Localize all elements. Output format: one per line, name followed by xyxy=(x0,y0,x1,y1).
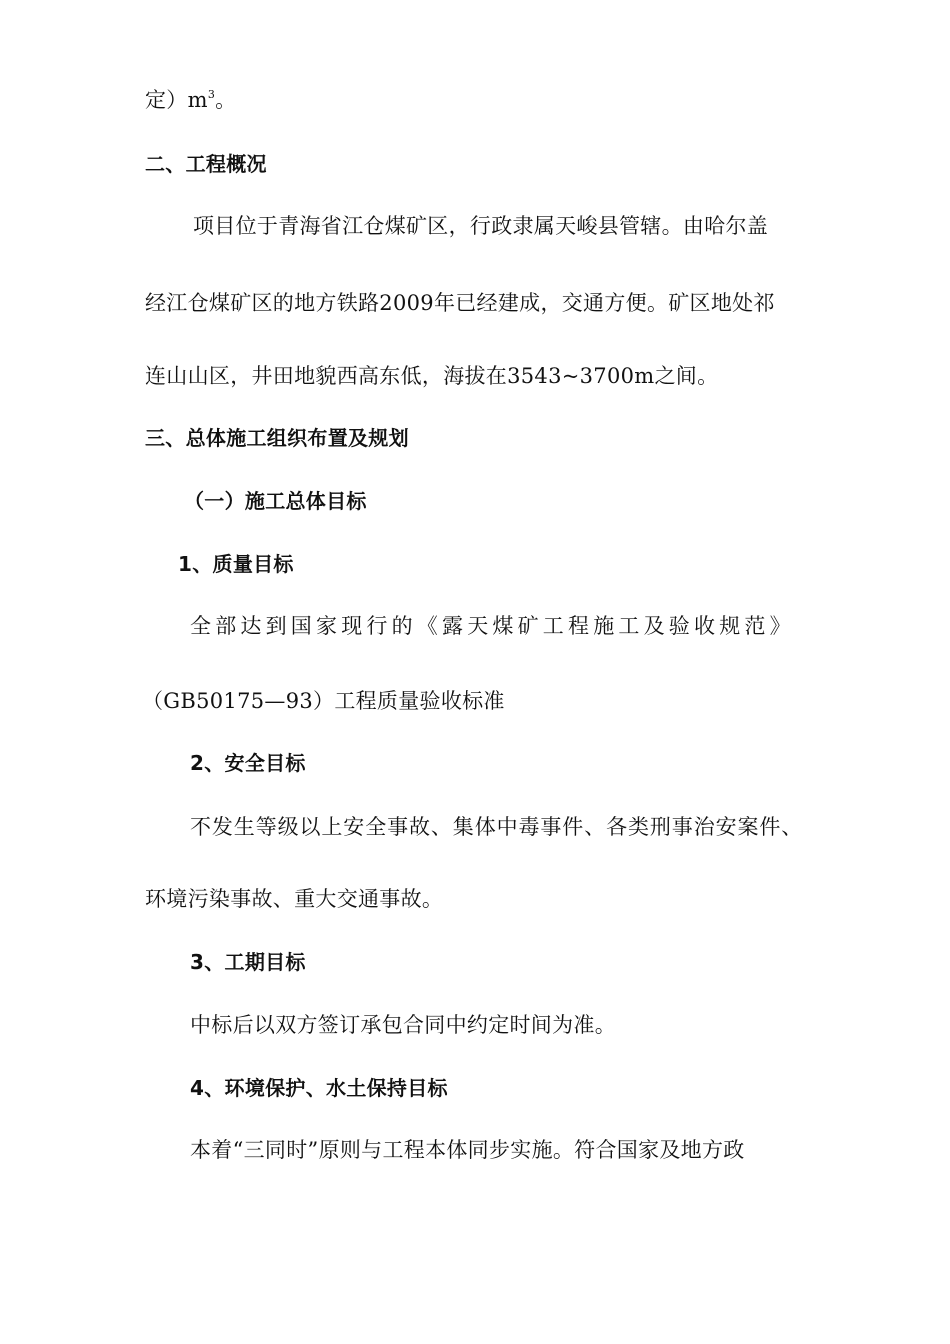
item2-line-2: 环境污染事故、重大交通事故。 xyxy=(145,887,444,911)
item1-line-1: 全部达到国家现行的《露天煤矿工程施工及验收规范》 xyxy=(190,614,795,638)
item1-line-2: （GB50175—93）工程质量验收标准 xyxy=(142,689,505,713)
item4-line-1: 本着“三同时”原则与工程本体同步实施。符合国家及地方政 xyxy=(190,1138,745,1162)
section3-heading: 三、总体施工组织布置及规划 xyxy=(145,426,409,450)
subsection1-heading: （一）施工总体目标 xyxy=(184,489,367,513)
unit-period: 。 xyxy=(215,88,237,112)
section2-paragraph-line-2: 经江仓煤矿区的地方铁路2009年已经建成，交通方便。矿区地处祁 xyxy=(145,291,775,315)
unit-line xyxy=(145,86,236,114)
section2-heading: 二、工程概况 xyxy=(145,152,267,176)
unit-superscript: 3 xyxy=(207,88,216,101)
item2-heading: 2、安全目标 xyxy=(190,751,306,775)
section2-paragraph-line-3: 连山山区，井田地貌西高东低，海拔在3543~3700m之间。 xyxy=(145,364,719,388)
item4-heading: 4、环境保护、水土保持目标 xyxy=(190,1076,448,1100)
item1-heading: 1、质量目标 xyxy=(178,552,294,576)
unit-text: 定）m xyxy=(145,88,208,112)
item3-heading: 3、工期目标 xyxy=(190,950,306,974)
section2-paragraph-line-1: 项目位于青海省江仓煤矿区，行政隶属天峻县管辖。由哈尔盖 xyxy=(193,214,769,238)
item3-line-1: 中标后以双方签订承包合同中约定时间为准。 xyxy=(190,1013,616,1037)
item2-line-1: 不发生等级以上安全事故、集体中毒事件、各类刑事治安案件、 xyxy=(190,815,804,839)
